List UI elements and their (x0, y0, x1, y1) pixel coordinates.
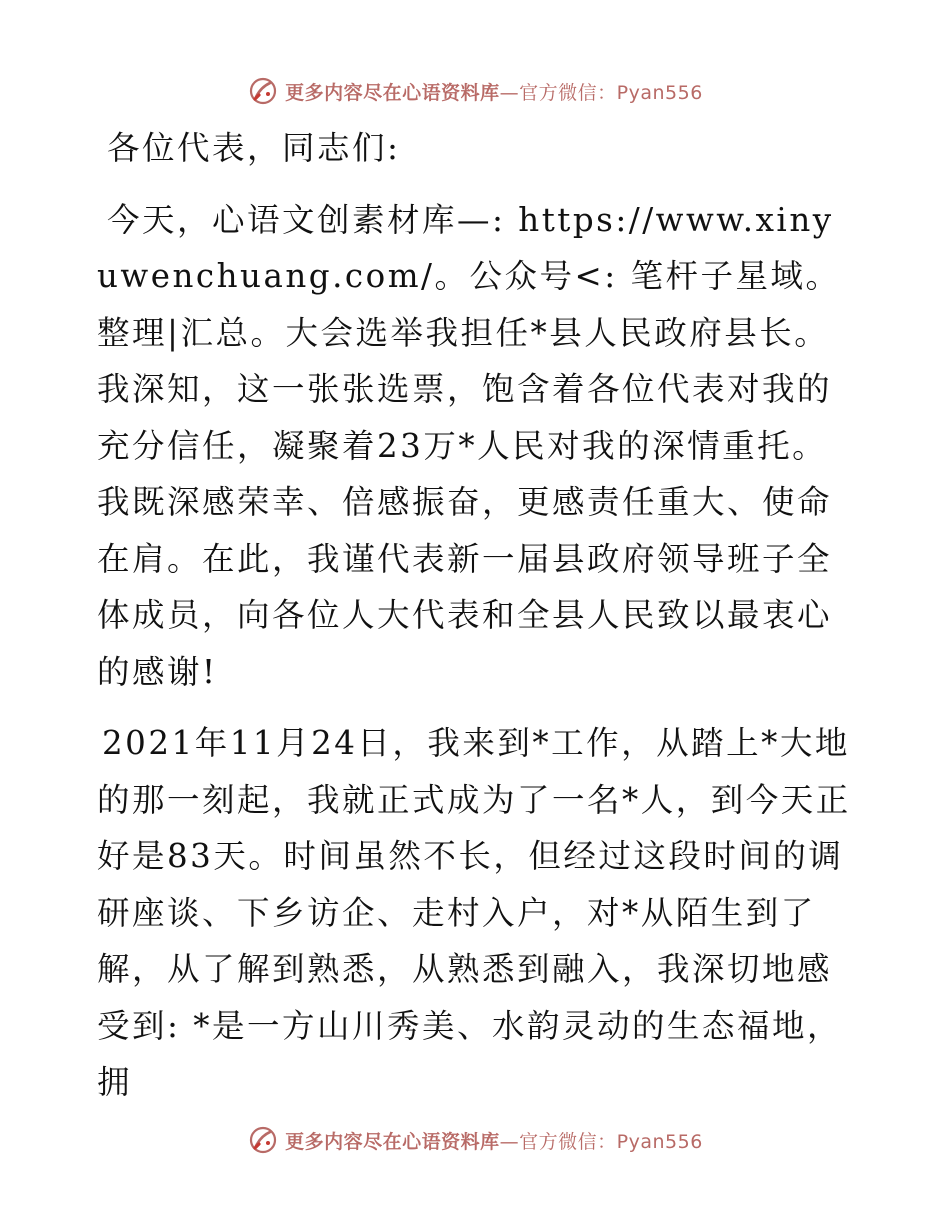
header-watermark (0, 71, 950, 111)
paragraph-2: 2021年11月24日，我来到*工作，从踏上*大地的那一刻起，我就正式成为了一名*人，到今天正好是83天。时间虽然不长，但经过这段时间的调研座谈、下乡访企、走村入户，对*从陌生到了解，从了解到熟悉，从熟悉到融入，我深切地感受到: *是一方山川秀美、水韵灵动的生态福地，拥 (97, 724, 851, 1101)
watermark-dash: — (499, 81, 520, 104)
document-body (97, 120, 857, 1111)
watermark-main-text: 更多内容尽在心语资料库 (285, 81, 500, 104)
watermark-dash: — (499, 1130, 520, 1153)
footer-watermark (0, 1120, 950, 1160)
watermark-wechat-text: 官方微信：Pyan556 (519, 81, 703, 104)
watermark-main-text: 更多内容尽在心语资料库 (285, 1130, 500, 1153)
watermark-wechat-text: 官方微信：Pyan556 (519, 1130, 703, 1153)
brush-logo-icon (247, 1124, 279, 1156)
brush-logo-icon (247, 75, 279, 107)
salutation: 各位代表，同志们: (107, 129, 401, 167)
paragraph-1: 今天，心语文创素材库—: https://www.xinyuwenchuang.com/。公众号<: 笔杆子星域。整理|汇总。大会选举我担任*县人民政府县长。我深知，这一张张选票，饱含着各位代表对我的充分信任，凝聚着23万*人民对我的深情重托。我既深感荣幸、倍感振奋，更感责任重大、使命在肩。在此，我谨代表新一届县政府领导班子全体成员，向各位人大代表和全县人民致以最衷心的感谢! (97, 200, 841, 691)
